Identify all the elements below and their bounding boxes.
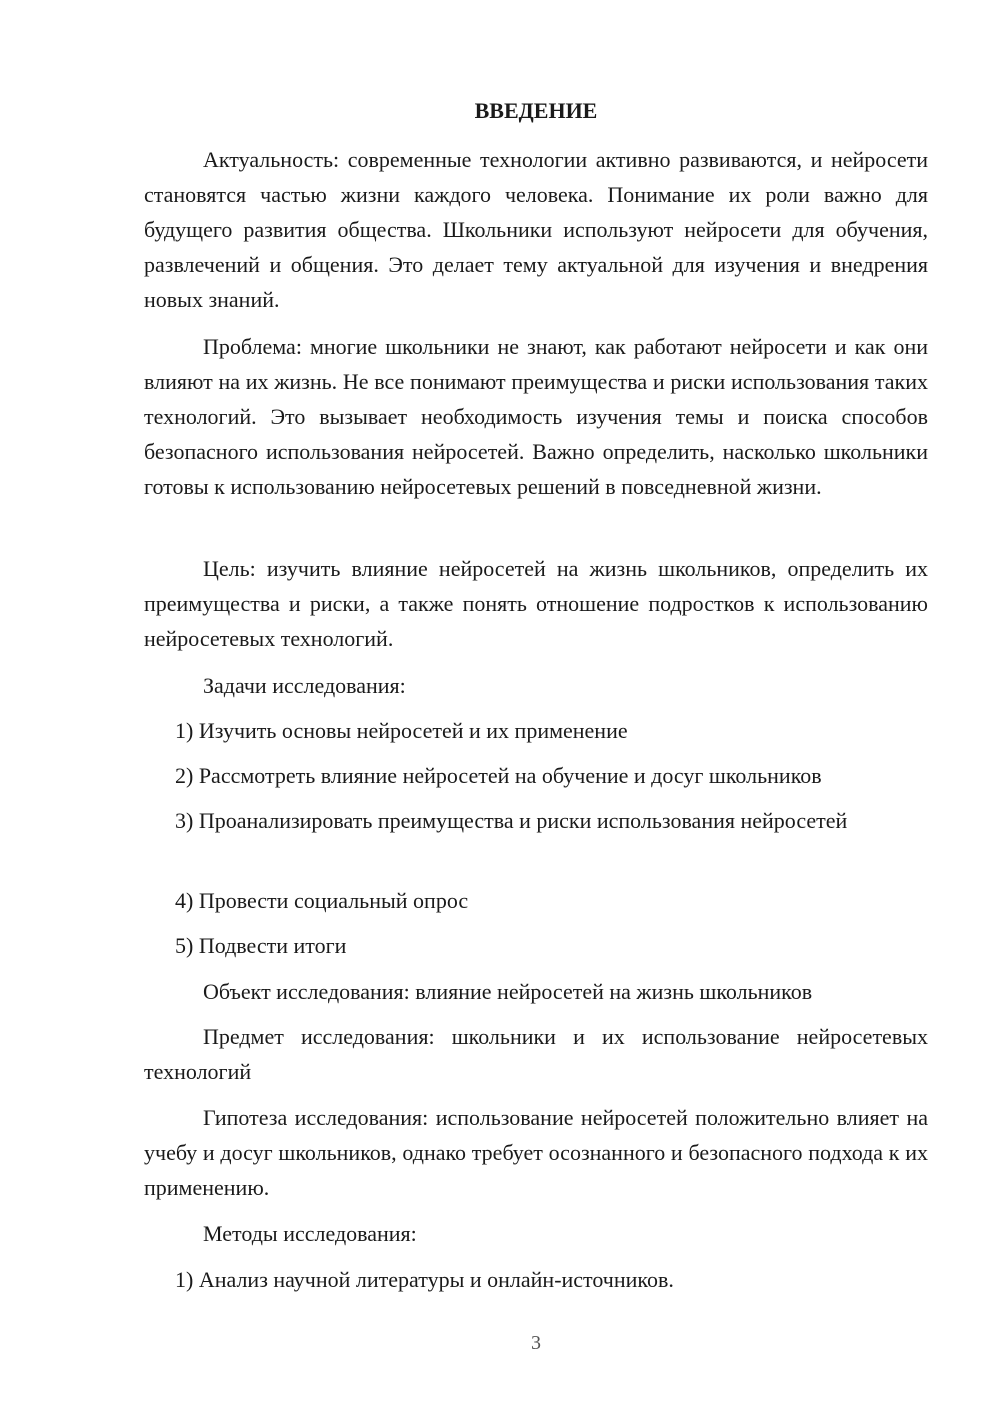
task-item: 2) Рассмотреть влияние нейросетей на обучение и досуг школьников	[175, 763, 822, 788]
paragraph-problem: Проблема: многие школьники не знают, как работают нейросети и как они влияют на их жизнь. Не все понимают преимущества и риски использования таких технологий. Это вызывает необходимость изучения темы и поиска способов безопасного использования нейросетей. Важно определить, насколько школьники готовы к использованию нейросетевых решений в повседневной жизни.	[144, 334, 928, 499]
paragraph-object: Объект исследования: влияние нейросетей на жизнь школьников	[203, 979, 813, 1004]
page-number: 3	[531, 1332, 541, 1354]
paragraph-subject: Предмет исследования: школьники и их использование нейросетевых технологий	[144, 1024, 928, 1084]
task-item: 1) Изучить основы нейросетей и их применение	[175, 718, 628, 743]
task-item: 4) Провести социальный опрос	[175, 888, 469, 913]
paragraph-hypothesis: Гипотеза исследования: использование нейросетей положительно влияет на учебу и досуг школьников, однако требует осознанного и безопасного подхода к их применению.	[144, 1105, 928, 1200]
tasks-title: Задачи исследования:	[203, 673, 406, 698]
paragraph-goal: Цель: изучить влияние нейросетей на жизнь школьников, определить их преимущества и риски, а также понять отношение подростков к использованию нейросетевых технологий.	[144, 556, 928, 651]
task-item: 5) Подвести итоги	[175, 933, 347, 958]
method-item: 1) Анализ научной литературы и онлайн-источников.	[175, 1267, 674, 1292]
section-heading: ВВЕДЕНИЕ	[474, 98, 598, 123]
task-item: 3) Проанализировать преимущества и риски использования нейросетей	[175, 808, 848, 833]
methods-title: Методы исследования:	[203, 1221, 417, 1246]
paragraph-relevance: Актуальность: современные технологии активно развиваются, и нейросети становятся частью жизни каждого человека. Понимание их роли важно для будущего развития общества. Школьники используют нейросети для обучения, развлечений и общения. Это делает тему актуальной для изучения и внедрения новых знаний.	[144, 147, 928, 312]
